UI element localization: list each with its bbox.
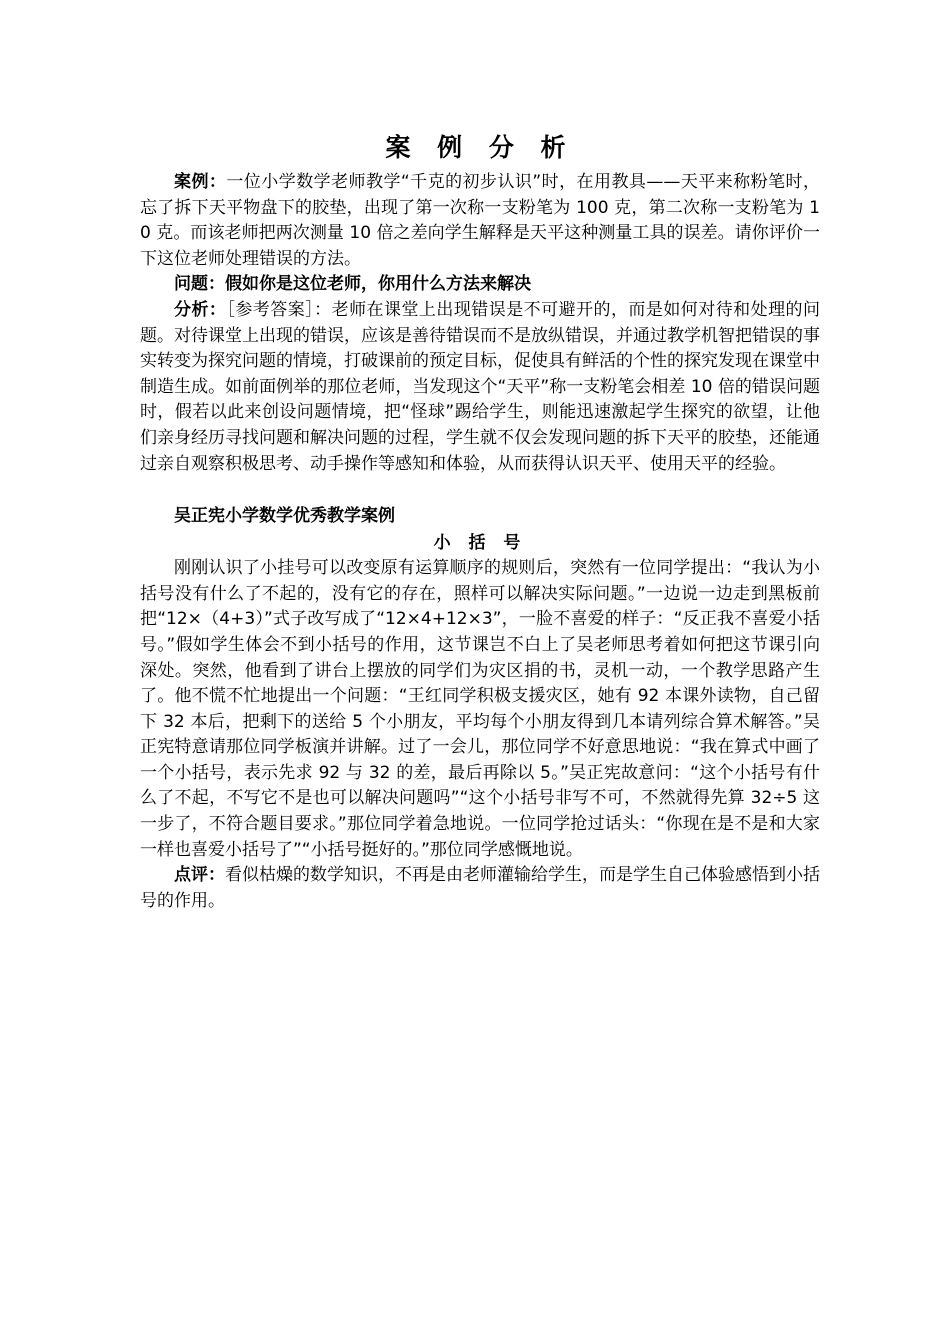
question-paragraph: 问题：假如你是这位老师，你用什么方法来解决 <box>174 274 531 295</box>
analysis-label: 分析： <box>174 299 227 320</box>
case-paragraph <box>140 170 820 272</box>
comment-paragraph <box>140 863 820 914</box>
story-subtitle: 小 括 号 <box>433 533 527 554</box>
comment-text: 看似枯燥的数学知识，不再是由老师灌输给学生，而是学生自己体验感悟到小括号的作用。 <box>140 865 820 911</box>
document-title: 案 例 分 析 <box>385 133 575 162</box>
case-label: 案例： <box>174 172 227 192</box>
analysis-paragraph <box>140 298 820 477</box>
comment-label: 点评： <box>174 865 225 886</box>
analysis-text: ［参考答案］：老师在课堂上出现错误是不可避开的，而是如何对待和处理的问题。对待课堂上出现的错误，应该是善待错误而不是放纵错误，并通过教学机智把错误的事实转变为探究问题的情境，打破课前的预定目标，促使具有鲜活的个性的探究发现在课堂中制造生成。如前面例举的那位老师，当发现这个“天平”称一支粉笔会相差 10 倍的错误问题时，假若以此来创设问题情境，把“怪球”踢给学生，则能迅速激起学生探究的欲望，让他们亲身经历寻找问题和解决问题的过程，学生就不仅会发现问题的拆下天平的胶垫，还能通过亲自观察积极思考、动手操作等感知和体验，从而获得认识天平、使用天平的经验。 <box>140 299 821 474</box>
source-heading: 吴正宪小学数学优秀教学案例 <box>174 506 395 527</box>
document-page <box>140 128 820 914</box>
section-gap <box>140 477 820 502</box>
case-text: 一位小学数学老师教学“千克的初步认识”时，在用教具——天平来称粉笔时，忘了拆下天平物盘下的胶垫，出现了第一次称一支粉笔为 100 克，第二次称一支粉笔为 10 克。而该老师把两次测量 10 倍之差向学生解释是天平这种测量工具的误差。请你评价一下这位老师处理错误的方法。 <box>140 172 820 269</box>
story-paragraph: 刚刚认识了小挂号可以改变原有运算顺序的规则后，突然有一位同学提出：“我认为小括号没有什么了不起的，没有它的存在，照样可以解决实际问题。”一边说一边走到黑板前把“12×（4+3）”式子改写成了“12×4+12×3”，一脸不喜爱的样子：“反正我不喜爱小括号。”假如学生体会不到小括号的作用，这节课岂不白上了吴老师思考着如何把这节课引向深处。突然，他看到了讲台上摆放的同学们为灾区捐的书，灵机一动，一个教学思路产生了。他不慌不忙地提出一个问题：“王红同学积极支援灾区，她有 92 本课外读物，自己留下 32 本后，把剩下的送给 5 个小朋友，平均每个小朋友得到几本请列综合算术解答。”吴正宪特意请那位同学板演并讲解。过了一会儿，那位同学不好意思地说：“我在算式中画了一个小括号，表示先求 92 与 32 的差，最后再除以 5。”吴正宪故意问：“这个小括号有什么了不起，不写它不是也可以解决问题吗”“这个小括号非写不可，不然就得先算 32÷5 这一步了，不符合题目要求。”那位同学着急地说。一位同学抢过话头：“你现在是不是和大家一样也喜爱小括号了”“小括号挺好的。”那位同学感慨地说。 <box>140 558 820 860</box>
